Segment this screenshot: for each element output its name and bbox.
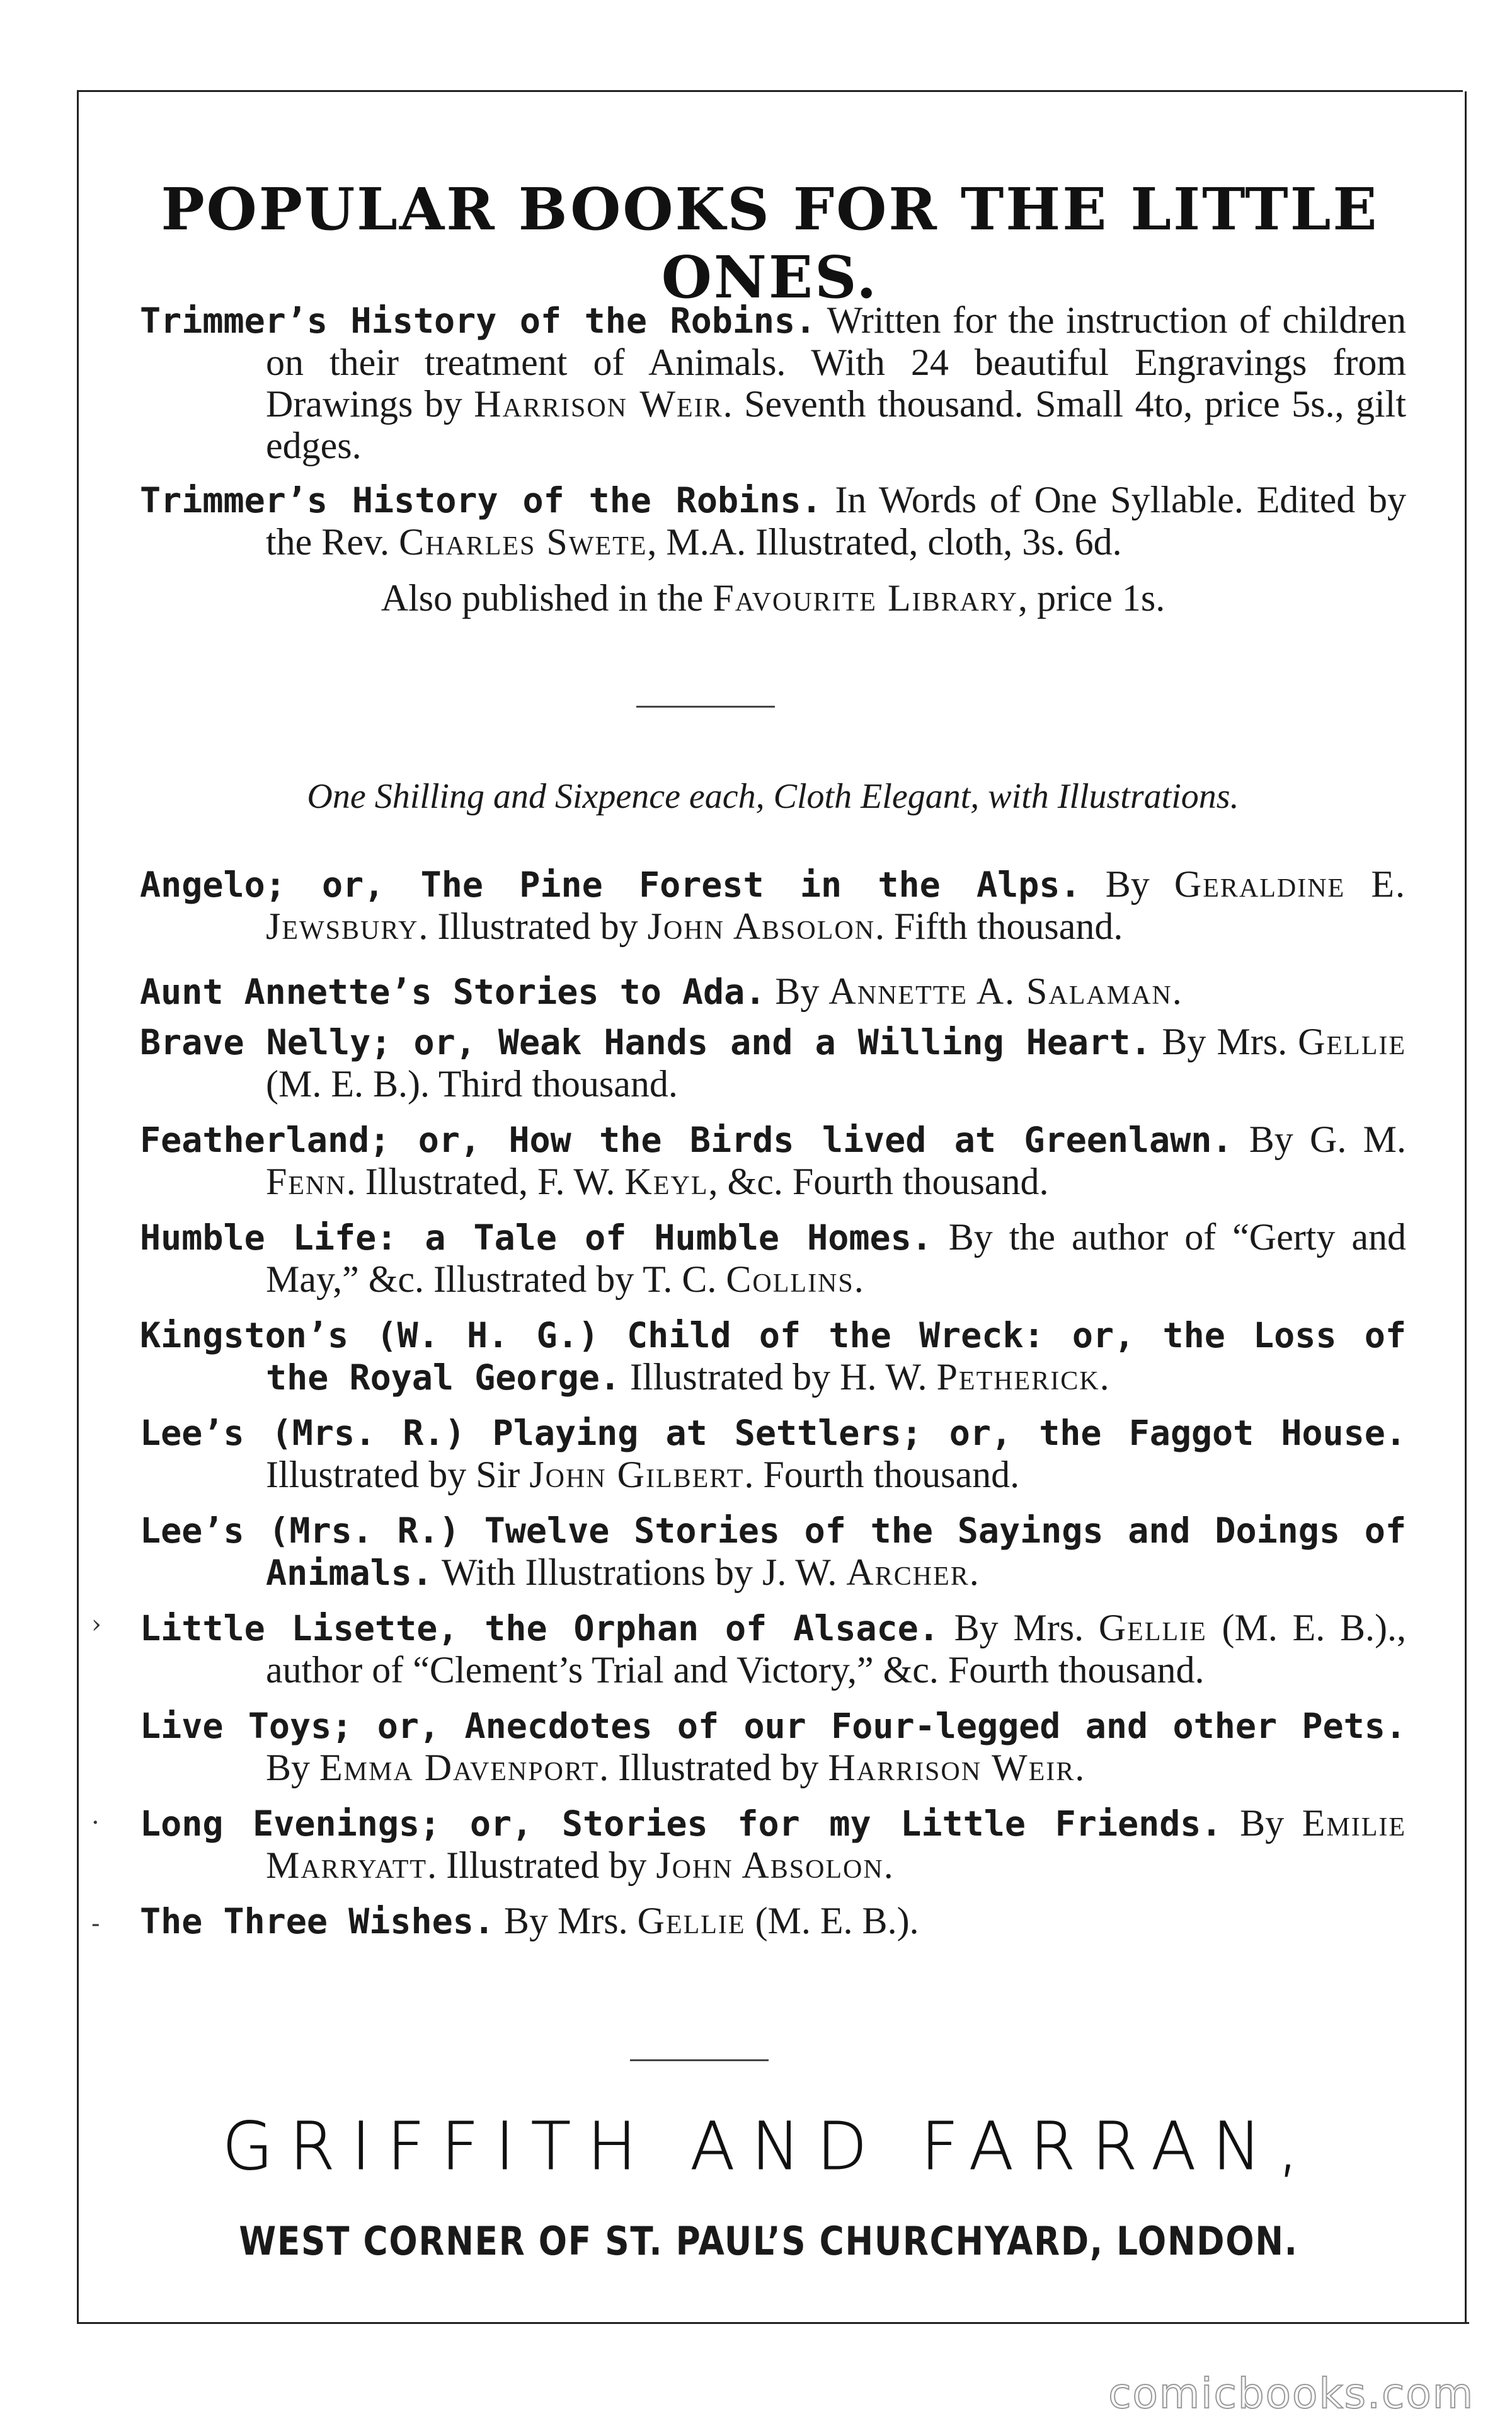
book-title: Aunt Annette’s Stories to Ada. — [140, 972, 766, 1012]
margin-mark: › — [91, 1610, 101, 1639]
book-description: Illustrated by Sir — [266, 1454, 530, 1495]
author-name: Fenn — [266, 1161, 346, 1202]
book-title: Trimmer’s History of the Robins. — [140, 480, 822, 520]
book-description: . — [854, 1258, 864, 1300]
author-name: Charles Swete — [399, 521, 648, 563]
book-entry — [140, 1802, 1406, 1886]
illustrator-name: John Absolon — [656, 1844, 884, 1886]
book-description: . — [1099, 1356, 1109, 1398]
book-description: In Words of One Syllable. Edited by the Rev. — [266, 479, 1407, 563]
author-name: Gellie — [637, 1900, 746, 1941]
book-entry — [140, 299, 1406, 466]
book-title: Trimmer’s History of the Robins. — [140, 301, 816, 341]
book-description: By Mrs. — [1151, 1021, 1298, 1062]
book-description: (M. E. B.)., author of “Clement’s Trial and Victory,” &c. Fourth thousand. — [266, 1607, 1406, 1691]
book-title: Featherland; or, How the Birds lived at Greenlawn. — [140, 1120, 1233, 1160]
author-name: Gellie — [1098, 1607, 1207, 1648]
book-description: . Seventh thousand. Small 4to, price 5s., gilt edges. — [266, 383, 1406, 466]
author-name: Geraldine E. Jewsbury — [266, 863, 1406, 947]
book-description: Written for the instruction of children on their treatment of Animals. With 24 beautiful Engravings from Drawings by — [266, 299, 1407, 425]
book-description: (M. E. B.). — [745, 1900, 919, 1941]
book-description: . — [883, 1844, 893, 1886]
author-name: Emilie Marryatt — [266, 1802, 1406, 1886]
illustrator-name: John Absolon — [647, 906, 876, 947]
book-entry — [140, 1118, 1406, 1202]
book-description: . Fifth thousand. — [875, 906, 1123, 947]
note-text: Also published in the — [381, 577, 713, 619]
book-description: By — [765, 970, 829, 1012]
book-description: , M.A. Illustrated, cloth, 3s. 6d. — [647, 521, 1122, 563]
book-description: By Mrs. — [939, 1607, 1099, 1648]
author-name: Archer — [846, 1551, 970, 1593]
bottom-rule — [77, 2322, 1469, 2324]
book-title: Live Toys; or, Anecdotes of our Four-legged and other Pets. — [140, 1706, 1406, 1746]
section-divider — [630, 2059, 769, 2061]
book-title: Kingston’s (W. H. G.) Child of the Wreck: or, the Loss of the Royal George. — [140, 1315, 1406, 1398]
author-name: John Gilbert — [529, 1454, 745, 1495]
book-description: By — [266, 1747, 320, 1788]
illustrator-name: Harrison Weir — [828, 1747, 1075, 1788]
book-title: Lee’s (Mrs. R.) Twelve Stories of the Sayings and Doings of Animals. — [140, 1510, 1406, 1593]
author-name: Collins — [726, 1258, 854, 1300]
book-entry — [140, 1314, 1406, 1398]
book-description: . Illustrated, F. W. — [346, 1161, 625, 1202]
margin-mark: · — [91, 1809, 100, 1837]
book-description: . Illustrated by — [418, 906, 648, 947]
book-description: With Illustrations by J. W. — [432, 1551, 847, 1593]
book-entry — [140, 1900, 1406, 1942]
book-entry — [140, 1509, 1406, 1594]
book-description: . Illustrated by — [599, 1747, 828, 1788]
book-title: Lee’s (Mrs. R.) Playing at Settlers; or, the Faggot House. — [140, 1413, 1406, 1453]
book-entry — [140, 1216, 1406, 1300]
book-description: . — [1172, 970, 1182, 1012]
watermark-logo: comicbooks.com — [1108, 2369, 1474, 2418]
book-title: The Three Wishes. — [140, 1901, 495, 1941]
note-text: , price 1s. — [1018, 577, 1166, 619]
section-heading: One Shilling and Sixpence each, Cloth Elegant, with Illustrations. — [307, 777, 1239, 816]
book-title: Little Lisette, the Orphan of Alsace. — [140, 1608, 939, 1648]
book-entry — [140, 1021, 1406, 1105]
book-description: By Mrs. — [494, 1900, 638, 1941]
author-name: Harrison Weir — [474, 383, 723, 425]
book-description: . — [969, 1551, 979, 1593]
page-title: POPULAR BOOKS FOR THE LITTLE ONES. — [161, 175, 1379, 311]
book-title: Long Evenings; or, Stories for my Little Friends. — [140, 1803, 1222, 1844]
book-description: By G. M. — [1232, 1118, 1406, 1160]
favourite-library-note — [140, 577, 1406, 620]
book-entry — [140, 1705, 1406, 1788]
section-divider — [636, 706, 775, 708]
publisher-name: GRIFFITH AND FARRAN, — [222, 2108, 1315, 2185]
author-name: Gellie — [1298, 1021, 1406, 1062]
book-entry — [140, 1607, 1406, 1691]
book-description: Illustrated by H. W. — [620, 1356, 937, 1398]
book-entry — [140, 1412, 1406, 1495]
book-description: By the author of “Gerty and May,” &c. Illustrated by T. C. — [266, 1216, 1406, 1300]
book-title: Humble Life: a Tale of Humble Homes. — [140, 1217, 932, 1258]
book-description: . Fourth thousand. — [744, 1454, 1020, 1495]
author-name: Emma Davenport — [319, 1747, 600, 1788]
illustrator-name: Keyl — [624, 1161, 709, 1202]
book-entry — [140, 970, 1406, 1013]
publisher-address: WEST CORNER OF ST. PAUL’S CHURCHYARD, LONDON. — [239, 2218, 1298, 2264]
author-name: Petherick — [936, 1356, 1100, 1398]
book-title: Brave Nelly; or, Weak Hands and a Willing Heart. — [140, 1022, 1152, 1062]
book-description: . — [1075, 1747, 1085, 1788]
author-name: Annette A. Salaman — [828, 970, 1172, 1012]
series-name: Favourite Library — [713, 577, 1018, 619]
book-description: . Illustrated by — [427, 1844, 656, 1886]
book-title: Angelo; or, The Pine Forest in the Alps. — [140, 865, 1081, 905]
margin-mark: - — [91, 1909, 100, 1938]
book-description: , &c. Fourth thousand. — [708, 1161, 1049, 1202]
book-description: By — [1222, 1802, 1302, 1844]
book-entry — [140, 863, 1406, 947]
book-entry — [140, 479, 1406, 563]
book-description: (M. E. B.). Third thousand. — [266, 1063, 678, 1105]
book-description: By — [1080, 863, 1174, 905]
